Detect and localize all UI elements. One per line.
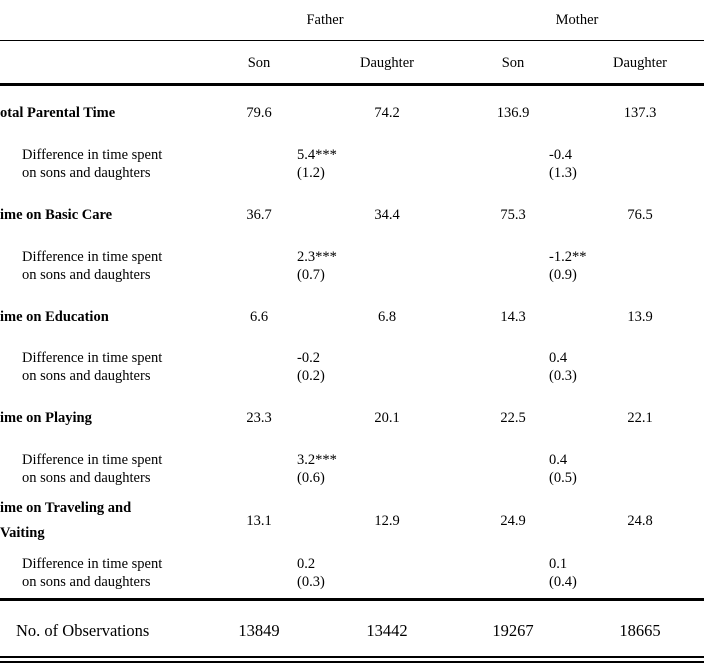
bottom-rule-lower (0, 661, 704, 663)
father-diff-se: (1.2) (297, 165, 325, 181)
value-mother-son: 24.9 (500, 513, 526, 529)
bottom-rule-upper (0, 656, 704, 658)
obs-mother-son: 19267 (492, 621, 534, 640)
diff-label-line-1: Difference in time spent (22, 350, 163, 366)
father-diff (297, 248, 337, 284)
mother-diff (549, 451, 577, 487)
father-diff-se: (0.2) (297, 368, 325, 384)
father-diff-estimate: 2.3*** (297, 249, 337, 265)
mother-diff-estimate: -0.4 (549, 147, 572, 163)
group-header-father: Father (306, 12, 344, 28)
mother-diff-estimate: 0.1 (549, 556, 568, 572)
subheader-father-son: Son (247, 55, 271, 71)
mother-diff-se: (0.4) (549, 574, 577, 590)
diff-label-line-1: Difference in time spent (22, 452, 163, 468)
diff-label-line-2: on sons and daughters (22, 165, 151, 181)
subheader-mother-daughter: Daughter (613, 55, 667, 71)
mother-diff-estimate: -1.2** (549, 249, 587, 265)
diff-label-line-1: Difference in time spent (22, 249, 163, 265)
value-father-daughter: 12.9 (374, 513, 400, 529)
value-mother-daughter: 24.8 (627, 513, 653, 529)
father-diff-se: (0.6) (297, 470, 325, 486)
row-label: ime on Traveling and (0, 500, 132, 516)
mother-diff-estimate: 0.4 (549, 452, 568, 468)
value-mother-son: 22.5 (500, 410, 526, 426)
mother-diff (549, 349, 577, 385)
mother-diff-se: (0.5) (549, 470, 577, 486)
row-label: ime on Education (0, 309, 109, 325)
value-father-daughter: 74.2 (374, 105, 400, 121)
diff-label-line-2: on sons and daughters (22, 267, 151, 283)
subheader-rule (0, 83, 704, 86)
value-mother-daughter: 137.3 (623, 105, 657, 121)
diff-label (22, 555, 162, 591)
value-father-daughter: 6.8 (377, 309, 397, 325)
father-diff (297, 349, 325, 385)
mother-diff (549, 146, 577, 182)
mother-diff (549, 555, 577, 591)
mother-diff-estimate: 0.4 (549, 350, 568, 366)
mother-diff-se: (1.3) (549, 165, 577, 181)
observations-rule (0, 598, 704, 601)
diff-label (22, 248, 162, 284)
father-diff-estimate: -0.2 (297, 350, 320, 366)
value-mother-daughter: 76.5 (627, 207, 653, 223)
row-label: ime on Basic Care (0, 207, 113, 223)
value-mother-son: 14.3 (500, 309, 526, 325)
row-label: ime on Playing (0, 410, 92, 426)
diff-label-line-1: Difference in time spent (22, 556, 163, 572)
father-diff (297, 451, 337, 487)
value-mother-son: 75.3 (500, 207, 526, 223)
obs-mother-daughter: 18665 (619, 621, 661, 640)
father-diff-se: (0.7) (297, 267, 325, 283)
value-father-daughter: 34.4 (374, 207, 400, 223)
mother-diff-se: (0.3) (549, 368, 577, 384)
mother-diff (549, 248, 586, 284)
obs-father-daughter: 13442 (366, 621, 408, 640)
diff-label (22, 349, 162, 385)
obs-father-son: 13849 (238, 621, 280, 640)
value-father-son: 13.1 (246, 513, 272, 529)
diff-label (22, 451, 162, 487)
value-father-son: 6.6 (249, 309, 269, 325)
subheader-mother-son: Son (501, 55, 525, 71)
father-diff-estimate: 5.4*** (297, 147, 337, 163)
row-label: otal Parental Time (0, 105, 116, 121)
value-father-son: 23.3 (246, 410, 272, 426)
value-mother-daughter: 13.9 (627, 309, 653, 325)
observations-label: No. of Observations (16, 621, 150, 640)
diff-label-line-2: on sons and daughters (22, 470, 151, 486)
value-mother-daughter: 22.1 (627, 410, 653, 426)
father-diff-se: (0.3) (297, 574, 325, 590)
value-mother-son: 136.9 (496, 105, 530, 121)
value-father-son: 36.7 (246, 207, 272, 223)
diff-label-line-2: on sons and daughters (22, 574, 151, 590)
group-header-mother: Mother (555, 12, 599, 28)
row-label-continued: Vaiting (0, 525, 45, 541)
value-father-son: 79.6 (246, 105, 272, 121)
header-rule (0, 40, 704, 41)
father-diff-estimate: 3.2*** (297, 452, 337, 468)
diff-label (22, 146, 162, 182)
diff-label-line-1: Difference in time spent (22, 147, 163, 163)
subheader-father-daughter: Daughter (360, 55, 414, 71)
diff-label-line-2: on sons and daughters (22, 368, 151, 384)
mother-diff-se: (0.9) (549, 267, 577, 283)
value-father-daughter: 20.1 (374, 410, 400, 426)
father-diff-estimate: 0.2 (297, 556, 316, 572)
father-diff (297, 555, 325, 591)
father-diff (297, 146, 337, 182)
